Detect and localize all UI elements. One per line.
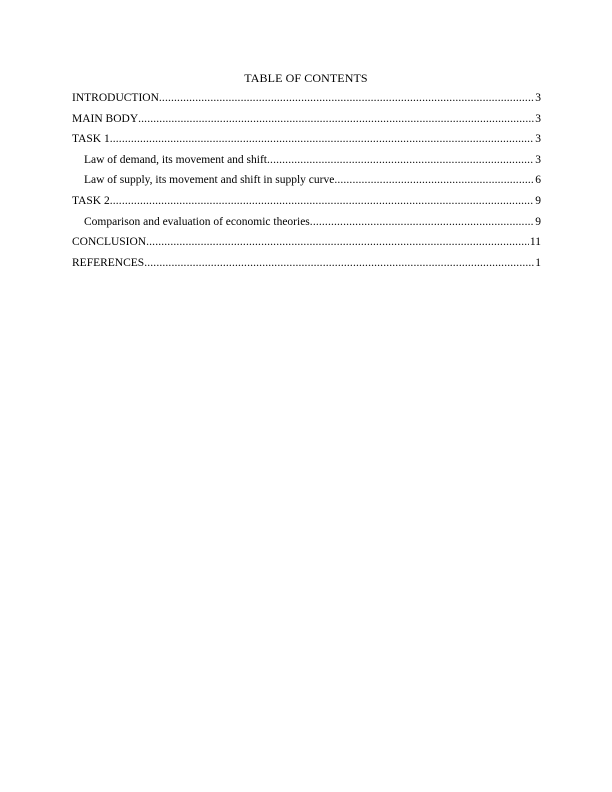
toc-entry-text: TASK 2 [72,194,110,207]
toc-page-number: 9 [535,215,541,228]
toc-page-number: 3 [535,92,541,104]
toc-page-number: 6 [535,174,541,187]
toc-entry-text: MAIN BODY [72,112,139,125]
toc-dot-leader [110,194,535,208]
toc-page-number: 9 [535,194,541,207]
toc-dot-leader [138,112,534,126]
toc-entry-task-1[interactable] [72,132,541,153]
toc-entry-law-of-supply[interactable] [72,173,541,194]
toc-entry-introduction[interactable] [72,91,541,112]
toc-page-number: 3 [535,112,541,125]
toc-dot-leader [159,91,534,105]
toc-title: TABLE OF CONTENTS [244,71,368,85]
toc-entry-conclusion[interactable] [72,235,541,256]
toc-entry-comparison-economic-theories[interactable] [72,215,541,236]
toc-entry-task-2[interactable] [72,194,541,215]
toc-dot-leader [334,173,534,187]
toc-page-number: 1 [535,256,541,269]
toc-page-number: 3 [535,133,541,146]
toc-entry-text: INTRODUCTION [72,92,159,104]
toc-dot-leader [146,235,529,249]
toc-entry-law-of-demand[interactable] [72,153,541,174]
toc-dot-leader [267,153,534,167]
toc-entry-text: Law of demand, its movement and shift [84,153,268,166]
toc-dot-leader [110,132,535,146]
toc-list [72,91,541,276]
toc-entry-main-body[interactable] [72,112,541,133]
toc-entry-text: CONCLUSION [72,236,147,249]
toc-page-number: 11 [529,236,541,249]
toc-entry-text: Comparison and evaluation of economic theories [84,215,310,228]
toc-dot-leader [144,256,534,270]
toc-entry-text: Law of supply, its movement and shift in supply curve [84,174,335,187]
toc-entry-references[interactable] [72,256,541,277]
toc-entry-text: TASK 1 [72,133,110,146]
toc-page-number: 3 [535,153,541,166]
toc-entry-text: REFERENCES [72,256,145,269]
toc-dot-leader [310,215,534,229]
